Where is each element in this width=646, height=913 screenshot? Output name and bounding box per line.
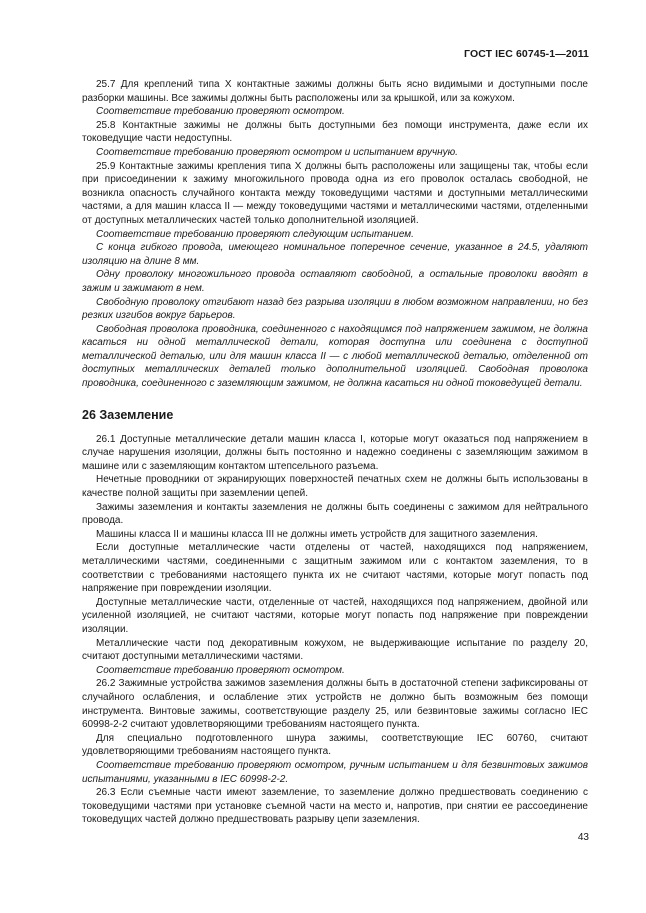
section-26-body xyxy=(82,433,588,827)
paragraph: Соответствие требованию проверяют осмотром, ручным испытанием и для безвинтовых зажимов испытаниями, указанными в IEC 60998-2-2. xyxy=(82,759,588,785)
paragraph: 25.9 Контактные зажимы крепления типа X должны быть расположены или защищены так, чтобы если при присоединении к зажиму многожильного провода одна из его проволок осталась свободной, не возникла опасность случайного контакта между токоведущими частями и доступными металлическими частями, а для машин класса II — между токоведущими частями и металлическими частями, отделенными от доступных металлических частей только дополнительной изоляцией. xyxy=(82,160,588,226)
paragraph: Одну проволоку многожильного провода оставляют свободной, а остальные проволоки вводят в зажим и зажимают в нем. xyxy=(82,269,588,294)
paragraph: Если доступные металлические части отделены от частей, находящихся под напряжением, металлическими частями, соединенными с защитным зажимом или с контактом заземления, то в соответствии с требованиями настоящего пункта их не считают частями, которые могут попасть под напряжение при повреждении изоляции. xyxy=(82,542,588,595)
paragraph: 25.8 Контактные зажимы не должны быть доступными без помощи инструмента, даже если их токоведущие части недоступны. xyxy=(82,119,588,145)
page-number: 43 xyxy=(577,832,589,843)
paragraph: Соответствие требованию проверяют осмотром. xyxy=(96,664,345,676)
paragraph: Свободная проволока проводника, соединенного с находящимся под напряжением зажимом, не должна касаться ни одной металлической детали, которая доступна или соединена с доступной металлической деталью, или для машин класса II — с любой металлической деталью, отделенной от доступных металлических деталей только дополнительной изоляцией. Свободная проволока проводника, соединенного с заземляющим зажимом, не должна касаться ни одной токоведущей детали. xyxy=(82,323,588,390)
section-25-continuation xyxy=(82,78,588,391)
paragraph: Для специально подготовленного шнура зажимы, соответствующие IEC 60760, считают удовлетворяющими требованиям настоящего пункта. xyxy=(82,732,588,758)
paragraph: Нечетные проводники от экранирующих поверхностей печатных схем не должны быть использованы в качестве полной защиты при заземлении цепей. xyxy=(82,474,588,500)
paragraph: Доступные металлические части, отделенные от частей, находящихся под напряжением, двойной или усиленной изоляцией, не считают частями, которые могут попасть под напряжение при повреждении изоляции. xyxy=(82,596,588,635)
paragraph: Машины класса II и машины класса III не должны иметь устройств для защитного заземления. xyxy=(96,528,538,540)
paragraph: Свободную проволоку отгибают назад без разрыва изоляции в любом возможном направлении, но без резких изгибов вокруг барьеров. xyxy=(82,296,588,322)
page-content xyxy=(82,78,588,827)
paragraph: С конца гибкого провода, имеющего номинальное поперечное сечение, указанное в 24.5, удаляют изоляцию на длине 8 мм. xyxy=(82,242,588,267)
paragraph: 26.2 Зажимные устройства зажимов заземления должны быть в достаточной степени зафиксированы от случайного ослабления, и ослабление этих устройств не должно быть возможным без помощи инструмента. Винтовые зажимы, соответствующие разделу 25, или безвинтовые зажимы согласно IEC 60998-2-2 считают удовлетворяющими требованиям настоящего пункта. xyxy=(82,678,588,731)
paragraph: Соответствие требованию проверяют осмотром. xyxy=(96,106,345,118)
paragraph: Металлические части под декоративным кожухом, не выдерживающие испытание по разделу 20, считают доступными металлическими частями. xyxy=(82,637,588,663)
section-title: 26 Заземление xyxy=(82,407,174,422)
paragraph: Соответствие требованию проверяют осмотром и испытанием вручную. xyxy=(96,146,458,158)
paragraph: Соответствие требованию проверяют следующим испытанием. xyxy=(96,228,414,240)
document-id: ГОСТ IEC 60745-1—2011 xyxy=(464,48,589,60)
paragraph: 25.7 Для креплений типа X контактные зажимы должны быть ясно видимыми и доступными после разборки машины. Все зажимы должны быть расположены или за крышкой, или за кожухом. xyxy=(82,79,588,104)
paragraph: 26.1 Доступные металлические детали машин класса I, которые могут оказаться под напряжением в случае нарушения изоляции, должны быть постоянно и надежно соединены с заземляющим зажимом в машине или с заземляющим контактом штепсельного разъема. xyxy=(82,433,588,472)
paragraph: Зажимы заземления и контакты заземления не должны быть соединены с зажимом для нейтрального провода. xyxy=(82,501,588,527)
paragraph: 26.3 Если съемные части имеют заземление, то заземление должно предшествовать соединению с токоведущими частями при установке съемной части на место и, напротив, при снятии ее рассоединение токоведущих частей должно предшествовать разрыву цепи заземления. xyxy=(82,787,588,826)
